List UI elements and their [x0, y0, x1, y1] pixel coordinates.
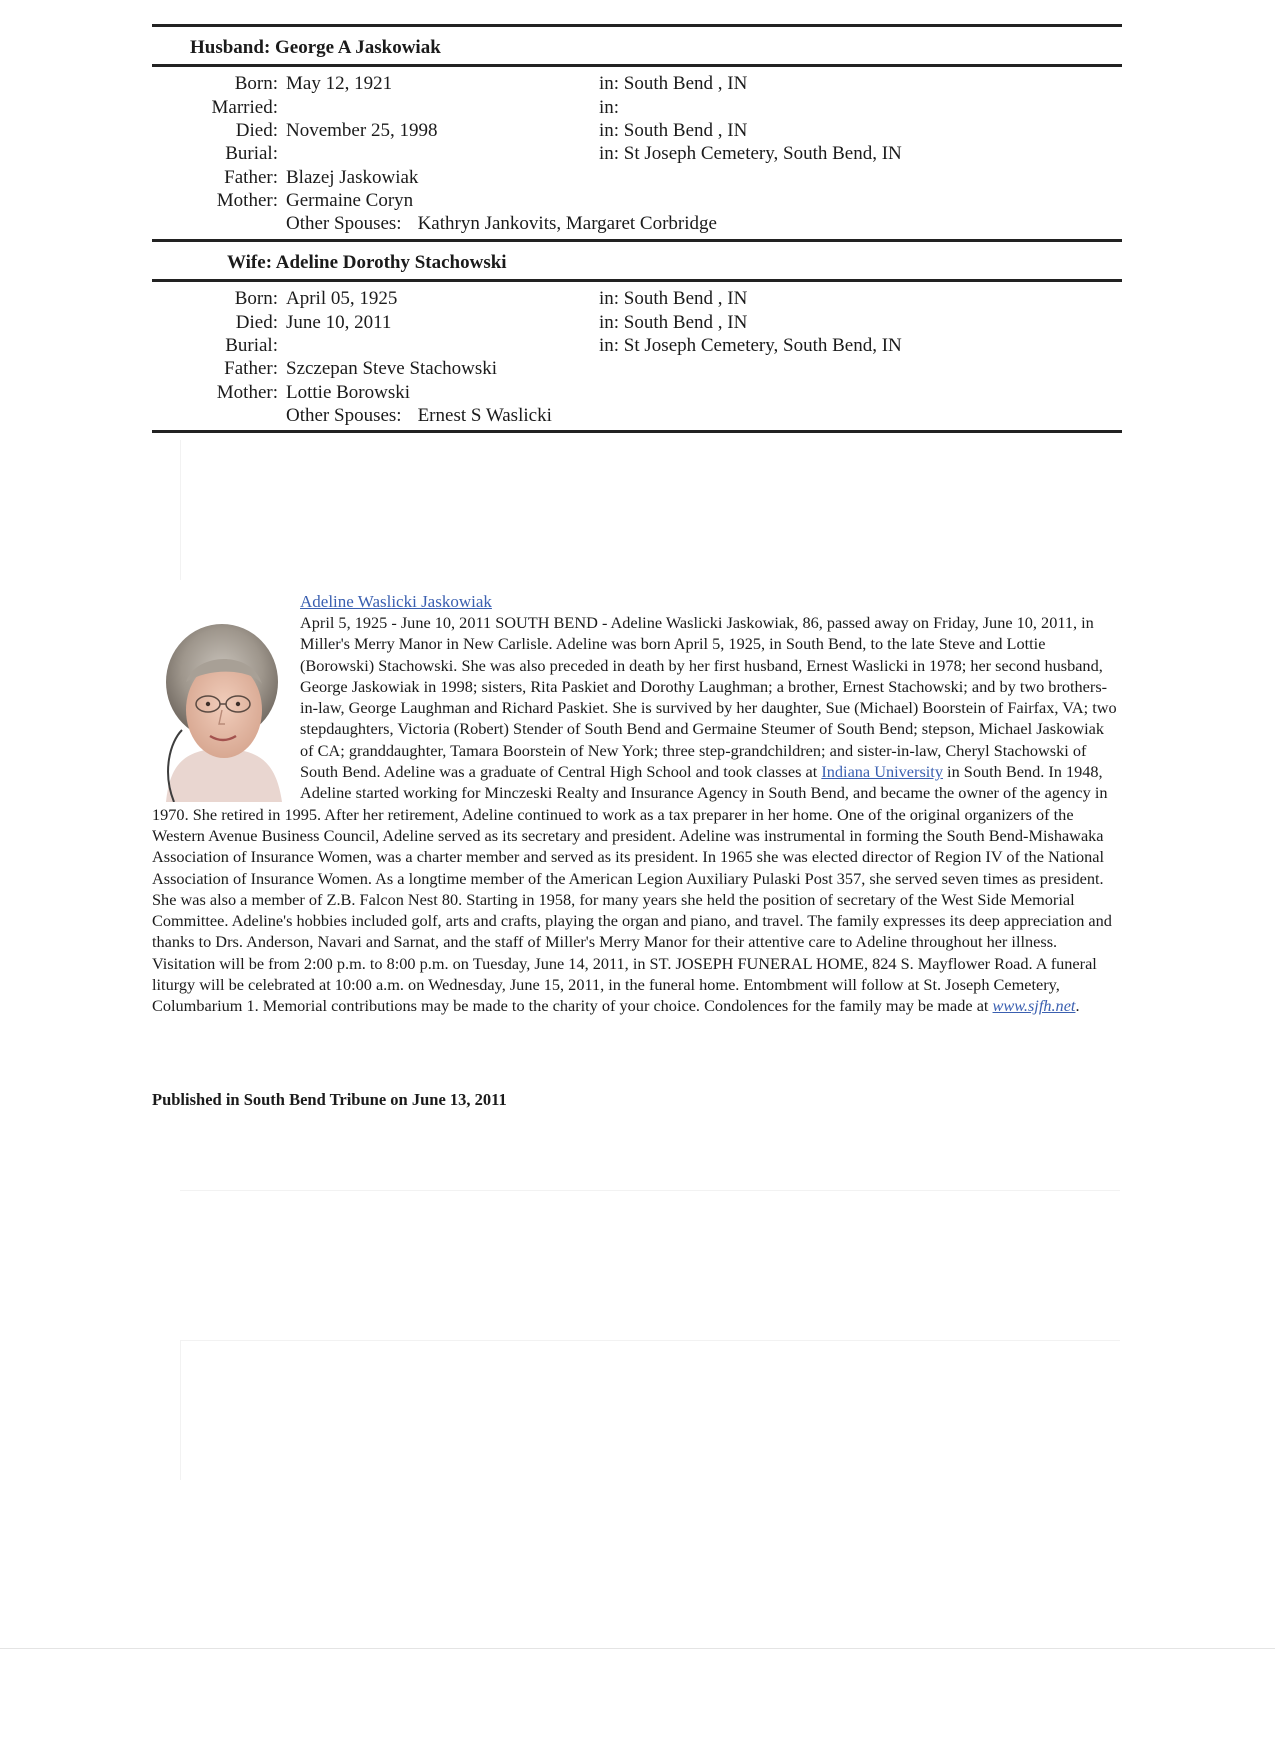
husband-burial-place: in: St Joseph Cemetery, South Bend, IN	[599, 143, 902, 164]
husband-born-date: May 12, 1921	[286, 73, 393, 94]
photo-spacer	[152, 612, 300, 802]
husband-mother-label: Mother:	[216, 190, 278, 211]
wife-born-place: in: South Bend , IN	[599, 288, 748, 309]
wife-top-rule	[152, 239, 1122, 242]
top-rule	[152, 24, 1122, 27]
wife-mother: Lottie Borowski	[286, 382, 411, 403]
indiana-university-link[interactable]: Indiana University	[821, 762, 943, 782]
bottom-rule	[152, 430, 1122, 433]
wife-father: Szczepan Steve Stachowski	[286, 358, 498, 379]
husband-name: George A Jaskowiak	[275, 37, 441, 58]
wife-father-label: Father:	[224, 358, 278, 379]
obituary-title-link[interactable]: Adeline Waslicki Jaskowiak	[300, 592, 492, 611]
wife-burial-label: Burial:	[225, 335, 278, 356]
husband-mother: Germaine Coryn	[286, 190, 414, 211]
wife-burial-place: in: St Joseph Cemetery, South Bend, IN	[599, 335, 902, 356]
showthrough-line	[180, 1190, 1120, 1191]
funeral-home-website-link[interactable]: www.sjfh.net	[992, 996, 1076, 1016]
wife-header	[227, 252, 507, 274]
wife-mother-label: Mother:	[216, 382, 278, 403]
showthrough-line	[180, 1340, 1120, 1341]
husband-married-place: in:	[599, 97, 620, 118]
wife-name: Adeline Dorothy Stachowski	[275, 252, 507, 273]
wife-died-place: in: South Bend , IN	[599, 312, 748, 333]
husband-rule	[152, 64, 1122, 67]
wife-born-date: April 05, 1925	[286, 288, 398, 309]
wife-died-label: Died:	[235, 312, 278, 333]
husband-died-label: Died:	[235, 120, 278, 141]
publication-credit: Published in South Bend Tribune on June 13, 2011	[152, 1090, 507, 1109]
husband-died-date: November 25, 1998	[286, 120, 438, 141]
wife-other-spouses	[286, 405, 552, 427]
obituary-body-part1: April 5, 1925 - June 10, 2011 SOUTH BEND - Adeline Waslicki Jaskowiak, 86, passed away on Friday, June 10, 2011, in Miller's Merry Manor in New Carlisle. Adeline was born April 5, 1925, in South Bend, to the late Steve and Lottie (Borowski) Stachowski. She was also preceded in death by her first husband, Ernest Waslicki in 1978; her second husband, George Jaskowiak in 1998; sisters, Rita Paskiet and Dorothy Laughman; a brother, Ernest Stachowski; and by two brothers-in-law, George Laughman and Richard Paskiet. She is survived by her daughter, Sue (Michael) Boorstein of Fairfax, VA; two stepdaughters, Victoria (Robert) Stender of South Bend and Germaine Steumer of South Bend; stepson, Michael Jaskowiak of CA; granddaughter, Tamara Boorstein of New York; three step-grandchildren; and sister-in-law, Cheryl Stachowski of South Bend. Adeline was a graduate of Central High School and took classes at	[300, 613, 1117, 782]
husband-other-spouses-label: Other Spouses:	[286, 213, 402, 234]
obituary-body-end: .	[1075, 996, 1080, 1016]
husband-father-label: Father:	[224, 167, 278, 188]
husband-born-label: Born:	[234, 73, 278, 94]
showthrough-line	[180, 1340, 181, 1480]
husband-header-label: Husband:	[190, 37, 271, 58]
husband-burial-label: Burial:	[225, 143, 278, 164]
obituary-text	[152, 612, 1117, 1017]
husband-died-place: in: South Bend , IN	[599, 120, 748, 141]
scan-edge-line	[0, 1648, 1275, 1649]
wife-rule	[152, 279, 1122, 282]
husband-other-spouses-names: Kathryn Jankovits, Margaret Corbridge	[417, 213, 717, 234]
showthrough-line	[180, 440, 181, 580]
husband-married-label: Married:	[211, 97, 278, 118]
husband-born-place: in: South Bend , IN	[599, 73, 748, 94]
husband-other-spouses	[286, 213, 717, 235]
wife-born-label: Born:	[234, 288, 278, 309]
obituary-body-part2: in South Bend. In 1948, Adeline started working for Minczeski Realty and Insurance Agency in South Bend, and became the owner of the agency in 1970. She retired in 1995. After her retirement, Adeline continued to work as a tax preparer in her home. One of the original organizers of the Western Avenue Business Council, Adeline served as its secretary and president. Adeline was instrumental in forming the South Bend-Mishawaka Association of Insurance Women, was a charter member and served as its president. In 1965 she was elected director of Region IV of the National Association of Insurance Women. As a longtime member of the American Legion Auxiliary Pulaski Post 357, she served seven times as president. She was also a member of Z.B. Falcon Nest 80. Starting in 1958, for many years she held the position of secretary of the West Side Memorial Committee. Adeline's hobbies included golf, arts and crafts, playing the organ and piano, and travel. The family expresses its deep appreciation and thanks to Drs. Anderson, Navari and Sarnat, and the staff of Miller's Merry Manor for their attentive care to Adeline throughout her illness. Visitation will be from 2:00 p.m. to 8:00 p.m. on Tuesday, June 14, 2011, in ST. JOSEPH FUNERAL HOME, 824 S. Mayflower Road. A funeral liturgy will be celebrated at 10:00 a.m. on Wednesday, June 15, 2011, in the funeral home. Entombment will follow at St. Joseph Cemetery, Columbarium 1. Memorial contributions may be made to the charity of your choice. Condolences for the family may be made at	[152, 762, 1112, 1016]
wife-other-spouses-label: Other Spouses:	[286, 405, 402, 426]
wife-other-spouses-names: Ernest S Waslicki	[417, 405, 552, 426]
wife-died-date: June 10, 2011	[286, 312, 392, 333]
husband-father: Blazej Jaskowiak	[286, 167, 419, 188]
husband-header	[190, 37, 441, 59]
wife-header-label: Wife:	[227, 252, 273, 273]
